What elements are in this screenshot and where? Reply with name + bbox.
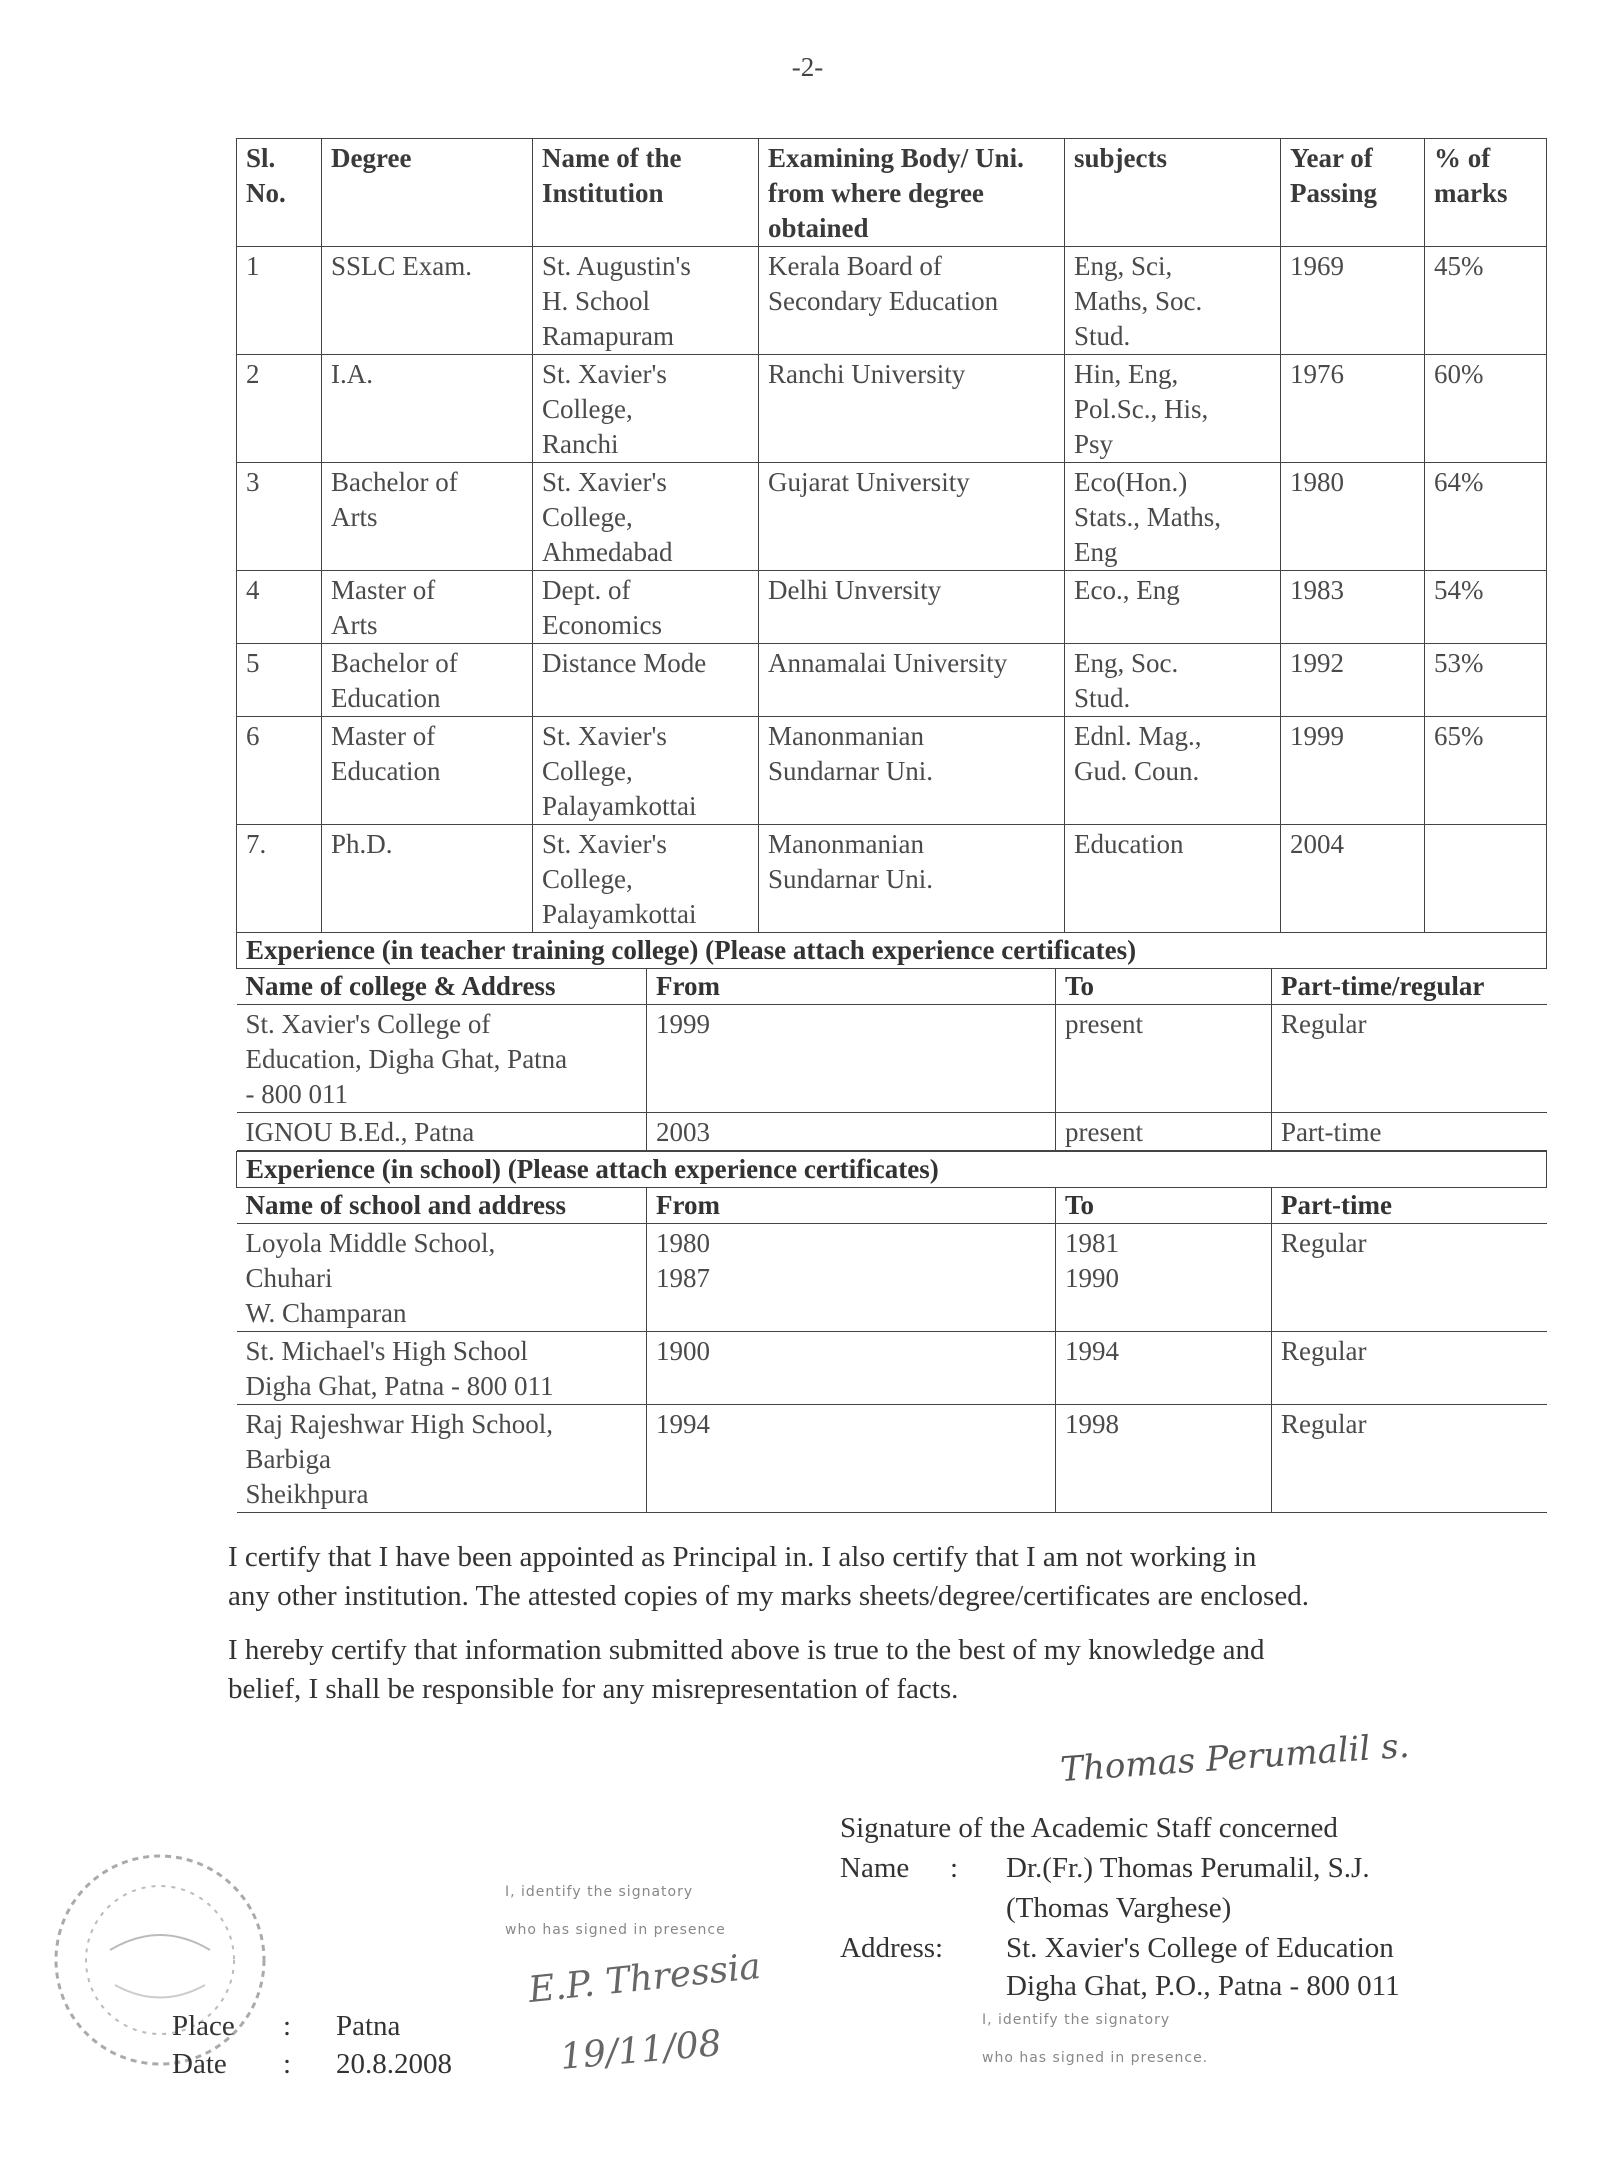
degree-cell-line: Ph.D. xyxy=(331,829,393,859)
round-seal-icon xyxy=(40,1840,280,2080)
school-header-type: Part-time xyxy=(1272,1188,1547,1224)
examining-body-cell xyxy=(759,571,1065,644)
to-cell-line: 1990 xyxy=(1065,1263,1119,1293)
subjects-cell xyxy=(1065,825,1281,933)
qualification-row xyxy=(237,717,1547,825)
attestation-stamp-line-2: who has signed in presence xyxy=(505,1922,726,1938)
header-year: Year of Passing xyxy=(1281,139,1425,247)
experience-row xyxy=(237,1332,1547,1405)
name-label: Name xyxy=(840,1852,910,1884)
examining-body-cell-line: Manonmanian xyxy=(768,721,924,751)
marks-cell: 53% xyxy=(1425,644,1547,717)
year-cell: 1992 xyxy=(1281,644,1425,717)
subjects-cell xyxy=(1065,717,1281,825)
to-cell xyxy=(1056,1113,1272,1151)
institution-address-cell-line: Digha Ghat, Patna - 800 011 xyxy=(245,1371,554,1401)
degree-cell-line: Education xyxy=(331,683,441,713)
subjects-cell-line: Stats., Maths, xyxy=(1074,502,1222,532)
examining-body-cell xyxy=(759,717,1065,825)
institution-cell-line: Palayamkottai xyxy=(542,899,697,929)
college-header-name: Name of college & Address xyxy=(237,969,647,1005)
institution-cell-line: College, xyxy=(542,864,633,894)
examining-body-cell-line: Sundarnar Uni. xyxy=(768,756,933,786)
marks-cell: 64% xyxy=(1425,463,1547,571)
from-cell-line: 1994 xyxy=(656,1409,710,1439)
qualifications-table xyxy=(236,138,1547,1513)
institution-address-cell-line: Education, Digha Ghat, Patna xyxy=(245,1044,568,1074)
qualification-row xyxy=(237,644,1547,717)
experience-row xyxy=(237,1405,1547,1513)
to-cell xyxy=(1056,1224,1272,1332)
institution-address-cell-line: W. Champaran xyxy=(245,1298,407,1328)
place-label: Place xyxy=(172,2010,235,2042)
certification-line: any other institution. The attested copies of my marks sheets/degree/certificates are enclosed. xyxy=(228,1580,1309,1612)
place-value: Patna xyxy=(336,2010,401,2042)
school-experience-table xyxy=(237,1188,1547,1513)
certification-line: belief, I shall be responsible for any misrepresentation of facts. xyxy=(228,1673,959,1705)
year-cell: 1980 xyxy=(1281,463,1425,571)
institution-address-cell-line: - 800 011 xyxy=(245,1079,348,1109)
from-cell xyxy=(647,1005,1056,1113)
to-cell xyxy=(1056,1005,1272,1113)
institution-address-cell-line: Loyola Middle School, xyxy=(245,1228,496,1258)
attester-signature: E.P. Thressia xyxy=(526,1945,763,2012)
examining-body-cell xyxy=(759,463,1065,571)
subjects-cell-line: Psy xyxy=(1074,429,1114,459)
certification-line: I hereby certify that information submitted above is true to the best of my knowledge and xyxy=(228,1634,1265,1666)
certification-paragraph-2 xyxy=(228,1631,1498,1709)
institution-cell-line: St. Xavier's xyxy=(542,467,667,497)
date-label: Date xyxy=(172,2048,227,2080)
header-institution: Name of the Institution xyxy=(533,139,759,247)
name-colon: : xyxy=(950,1852,959,1884)
degree-cell-line: Arts xyxy=(331,610,378,640)
employment-type-cell: Regular xyxy=(1272,1005,1547,1113)
attester-date: 19/11/08 xyxy=(558,2023,724,2078)
subjects-cell-line: Hin, Eng, xyxy=(1074,359,1179,389)
subjects-cell-line: Maths, Soc. xyxy=(1074,286,1203,316)
institution-cell xyxy=(533,825,759,933)
institution-cell-line: Ahmedabad xyxy=(542,537,673,567)
to-cell-line: 1998 xyxy=(1065,1409,1119,1439)
examining-body-cell-line: Annamalai University xyxy=(768,648,1008,678)
institution-cell-line: Ranchi xyxy=(542,429,619,459)
institution-cell-line: Economics xyxy=(542,610,662,640)
degree-cell-line: Master of xyxy=(331,575,436,605)
institution-address-cell-line: Sheikhpura xyxy=(245,1479,369,1509)
experience-row xyxy=(237,1113,1547,1151)
attestation-stamp-line-1: I, identify the signatory xyxy=(505,1884,694,1900)
certification-line: I certify that I have been appointed as Principal in. I also certify that I am not working in xyxy=(228,1541,1257,1573)
name-alias: (Thomas Varghese) xyxy=(1006,1892,1232,1924)
from-cell xyxy=(647,1113,1056,1151)
degree-cell-line: Education xyxy=(331,756,441,786)
marks-cell: 54% xyxy=(1425,571,1547,644)
examining-body-cell-line: Sundarnar Uni. xyxy=(768,864,933,894)
signature-caption: Signature of the Academic Staff concerned xyxy=(840,1812,1338,1844)
institution-cell xyxy=(533,571,759,644)
subjects-cell xyxy=(1065,463,1281,571)
degree-cell xyxy=(322,644,533,717)
subjects-cell xyxy=(1065,355,1281,463)
degree-cell-line: Master of xyxy=(331,721,436,751)
institution-address-cell xyxy=(237,1005,647,1113)
marks-cell xyxy=(1425,825,1547,933)
qualification-row xyxy=(237,825,1547,933)
qualification-row xyxy=(237,463,1547,571)
header-subjects: subjects xyxy=(1065,139,1281,247)
year-cell: 2004 xyxy=(1281,825,1425,933)
page-number: -2- xyxy=(791,52,824,82)
institution-address-cell-line: Barbiga xyxy=(245,1444,331,1474)
institution-cell xyxy=(533,463,759,571)
sl-number-cell: 2 xyxy=(237,355,322,463)
institution-cell-line: St. Xavier's xyxy=(542,359,667,389)
institution-cell xyxy=(533,355,759,463)
year-cell: 1976 xyxy=(1281,355,1425,463)
school-header-to: To xyxy=(1056,1188,1272,1224)
degree-cell-line: Bachelor of xyxy=(331,467,458,497)
college-header-from: From xyxy=(647,969,1056,1005)
employment-type-cell: Part-time xyxy=(1272,1113,1547,1151)
to-cell xyxy=(1056,1405,1272,1513)
subjects-cell xyxy=(1065,247,1281,355)
identification-stamp-line-1: I, identify the signatory xyxy=(982,2012,1171,2028)
header-marks: % of marks xyxy=(1425,139,1547,247)
examining-body-cell-line: Delhi Unversity xyxy=(768,575,942,605)
to-cell-line: 1994 xyxy=(1065,1336,1119,1366)
degree-cell-line: SSLC Exam. xyxy=(331,251,473,281)
institution-address-cell xyxy=(237,1405,647,1513)
degree-cell xyxy=(322,355,533,463)
institution-cell-line: H. School xyxy=(542,286,650,316)
institution-cell-line: St. Xavier's xyxy=(542,721,667,751)
subjects-cell-line: Eng, Sci, xyxy=(1074,251,1173,281)
date-value: 20.8.2008 xyxy=(336,2048,452,2080)
date-colon: : xyxy=(283,2048,292,2080)
subjects-cell-line: Eco., Eng xyxy=(1074,575,1180,605)
institution-cell xyxy=(533,717,759,825)
institution-address-cell-line: St. Xavier's College of xyxy=(245,1009,491,1039)
subjects-cell-line: Eng xyxy=(1074,537,1118,567)
place-colon: : xyxy=(283,2010,292,2042)
examining-body-cell-line: Ranchi University xyxy=(768,359,966,389)
school-experience-title: Experience (in school) (Please attach experience certificates) xyxy=(237,1152,1547,1188)
sl-number-cell: 3 xyxy=(237,463,322,571)
subjects-cell-line: Pol.Sc., His, xyxy=(1074,394,1209,424)
year-cell: 1983 xyxy=(1281,571,1425,644)
marks-cell: 65% xyxy=(1425,717,1547,825)
school-header-from: From xyxy=(647,1188,1056,1224)
header-examining-body: Examining Body/ Uni. from where degree obtained xyxy=(759,139,1065,247)
degree-cell-line: Arts xyxy=(331,502,378,532)
subjects-cell xyxy=(1065,571,1281,644)
institution-address-cell xyxy=(237,1332,647,1405)
institution-address-cell-line: Raj Rajeshwar High School, xyxy=(245,1409,553,1439)
to-cell-line: present xyxy=(1065,1117,1143,1147)
from-cell xyxy=(647,1332,1056,1405)
institution-cell-line: Dept. of xyxy=(542,575,631,605)
examining-body-cell-line: Gujarat University xyxy=(768,467,970,497)
from-cell xyxy=(647,1224,1056,1332)
college-experience-header-row xyxy=(237,969,1547,1005)
address-line-1: St. Xavier's College of Education xyxy=(1006,1932,1394,1964)
school-header-name: Name of school and address xyxy=(237,1188,647,1224)
from-cell-line: 1900 xyxy=(656,1336,710,1366)
institution-cell-line: College, xyxy=(542,394,633,424)
experience-row xyxy=(237,1224,1547,1332)
to-cell-line: 1981 xyxy=(1065,1228,1119,1258)
institution-address-cell-line: St. Michael's High School xyxy=(245,1336,528,1366)
institution-cell-line: College, xyxy=(542,756,633,786)
subjects-cell-line: Education xyxy=(1074,829,1184,859)
employment-type-cell: Regular xyxy=(1272,1332,1547,1405)
examining-body-cell-line: Kerala Board of xyxy=(768,251,942,281)
employment-type-cell: Regular xyxy=(1272,1405,1547,1513)
examining-body-cell xyxy=(759,355,1065,463)
institution-address-cell-line: Chuhari xyxy=(245,1263,333,1293)
school-experience-header-row xyxy=(237,1188,1547,1224)
certification-paragraph-1 xyxy=(228,1538,1498,1616)
college-experience-title-row xyxy=(237,933,1547,969)
handwritten-signature: Thomas Perumalil s. xyxy=(1059,1725,1411,1791)
college-header-to: To xyxy=(1056,969,1272,1005)
examining-body-cell-line: Secondary Education xyxy=(768,286,999,316)
degree-cell xyxy=(322,825,533,933)
institution-cell-line: Palayamkottai xyxy=(542,791,697,821)
address-label: Address: xyxy=(840,1932,944,1964)
subjects-cell-line: Eco(Hon.) xyxy=(1074,467,1188,497)
from-cell xyxy=(647,1405,1056,1513)
subjects-cell xyxy=(1065,644,1281,717)
header-degree: Degree xyxy=(322,139,533,247)
institution-cell xyxy=(533,247,759,355)
examining-body-cell xyxy=(759,644,1065,717)
subjects-cell-line: Ednl. Mag., xyxy=(1074,721,1202,751)
subjects-cell-line: Stud. xyxy=(1074,321,1131,351)
identification-stamp-line-2: who has signed in presence. xyxy=(982,2050,1209,2066)
qualifications-header-row xyxy=(237,139,1547,247)
degree-cell-line: I.A. xyxy=(331,359,373,389)
institution-cell-line: College, xyxy=(542,502,633,532)
institution-cell-line: St. Augustin's xyxy=(542,251,691,281)
degree-cell xyxy=(322,571,533,644)
marks-cell: 60% xyxy=(1425,355,1547,463)
college-experience-table xyxy=(237,969,1547,1151)
degree-cell-line: Bachelor of xyxy=(331,648,458,678)
institution-address-cell xyxy=(237,1113,647,1151)
examining-body-cell xyxy=(759,825,1065,933)
institution-cell xyxy=(533,644,759,717)
qualification-row xyxy=(237,247,1547,355)
qualification-row xyxy=(237,355,1547,463)
marks-cell: 45% xyxy=(1425,247,1547,355)
subjects-cell-line: Gud. Coun. xyxy=(1074,756,1200,786)
institution-cell-line: Distance Mode xyxy=(542,648,707,678)
examining-body-cell xyxy=(759,247,1065,355)
sl-number-cell: 6 xyxy=(237,717,322,825)
school-experience-title-row xyxy=(237,1152,1547,1188)
employment-type-cell: Regular xyxy=(1272,1224,1547,1332)
experience-row xyxy=(237,1005,1547,1113)
name-value: Dr.(Fr.) Thomas Perumalil, S.J. xyxy=(1006,1852,1370,1884)
sl-number-cell: 7. xyxy=(237,825,322,933)
degree-cell xyxy=(322,463,533,571)
from-cell-line: 1987 xyxy=(656,1263,710,1293)
subjects-cell-line: Stud. xyxy=(1074,683,1131,713)
from-cell-line: 2003 xyxy=(656,1117,710,1147)
institution-address-cell xyxy=(237,1224,647,1332)
degree-cell xyxy=(322,717,533,825)
address-line-2: Digha Ghat, P.O., Patna - 800 011 xyxy=(1006,1970,1400,2002)
sl-number-cell: 4 xyxy=(237,571,322,644)
header-sl-no: Sl. No. xyxy=(237,139,322,247)
college-header-type: Part-time/regular xyxy=(1272,969,1547,1005)
year-cell: 1969 xyxy=(1281,247,1425,355)
qualification-row xyxy=(237,571,1547,644)
institution-cell-line: St. Xavier's xyxy=(542,829,667,859)
examining-body-cell-line: Manonmanian xyxy=(768,829,924,859)
to-cell xyxy=(1056,1332,1272,1405)
institution-address-cell-line: IGNOU B.Ed., Patna xyxy=(245,1117,475,1147)
subjects-cell-line: Eng, Soc. xyxy=(1074,648,1179,678)
from-cell-line: 1980 xyxy=(656,1228,710,1258)
institution-cell-line: Ramapuram xyxy=(542,321,674,351)
year-cell: 1999 xyxy=(1281,717,1425,825)
from-cell-line: 1999 xyxy=(656,1009,710,1039)
sl-number-cell: 1 xyxy=(237,247,322,355)
college-experience-title: Experience (in teacher training college) (Please attach experience certificates) xyxy=(237,933,1547,969)
sl-number-cell: 5 xyxy=(237,644,322,717)
degree-cell xyxy=(322,247,533,355)
to-cell-line: present xyxy=(1065,1009,1143,1039)
